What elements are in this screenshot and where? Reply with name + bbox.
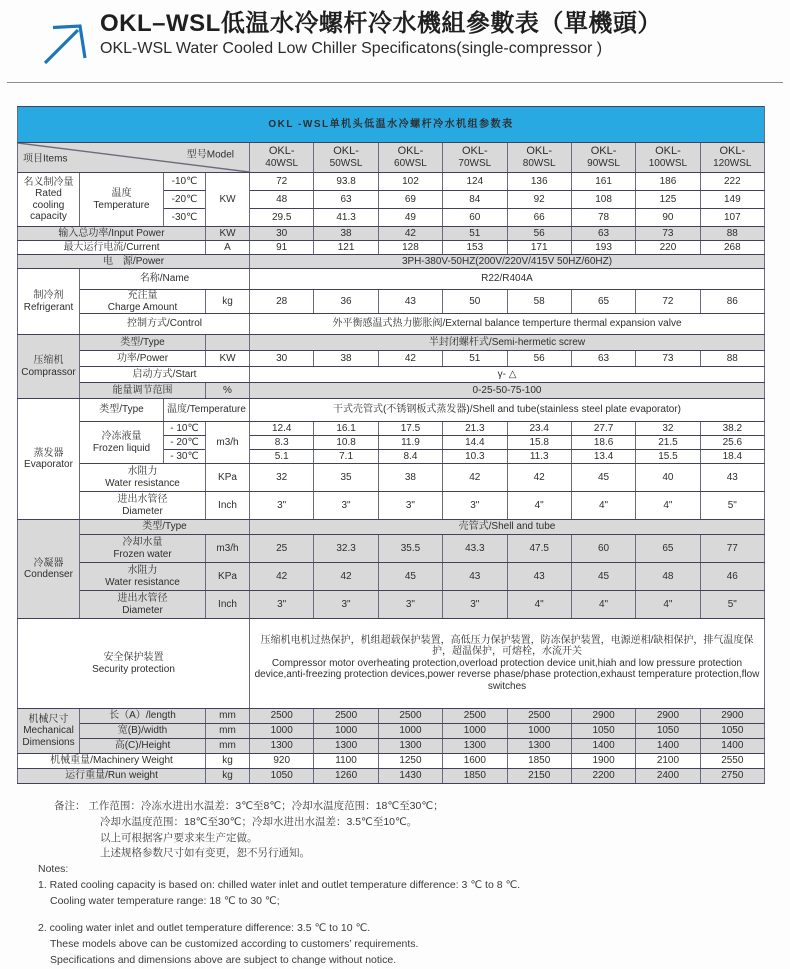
row-label: 冷却水量 Frozen water — [80, 535, 206, 563]
value-cell: 1400 — [571, 739, 635, 754]
value-cell: 42 — [507, 464, 571, 492]
unit-cell: % — [206, 383, 250, 399]
row-cooling-water — [18, 535, 765, 563]
value-cell: 18.6 — [571, 436, 635, 450]
unit-cell: Inch — [206, 591, 250, 619]
value-cell: 32 — [636, 422, 700, 436]
value-cell: 1000 — [314, 724, 378, 739]
model-header: OKL- 40WSL — [250, 143, 314, 173]
value-cell: 8.3 — [250, 436, 314, 450]
value-cell: 107 — [700, 209, 764, 227]
value-cell: 161 — [571, 173, 635, 191]
row-height — [18, 739, 765, 754]
value-cell: 72 — [250, 173, 314, 191]
value-cell: 2750 — [700, 769, 764, 784]
row-frozen-liquid-neg10 — [18, 422, 765, 436]
temp-cell: -10℃ — [164, 173, 206, 191]
temp-cell: - 30℃ — [164, 450, 206, 464]
value-cell: 1000 — [443, 724, 507, 739]
unit-cell: KW — [206, 351, 250, 367]
value-cell: 10.8 — [314, 436, 378, 450]
merged-value: 干式壳管式(不锈钢板式蒸发器)/Shell and tube(stainless steel plate evaporator) — [250, 399, 765, 422]
value-cell: 48 — [250, 191, 314, 209]
value-cell: 63 — [314, 191, 378, 209]
value-cell: 60 — [443, 209, 507, 227]
value-cell: 56 — [507, 351, 571, 367]
note-line: These models above can be customized according to customers’ requirements. — [50, 938, 419, 950]
value-cell: 2500 — [443, 709, 507, 724]
value-cell: 50 — [443, 290, 507, 314]
row-label: 输入总功率/Input Power — [18, 227, 206, 241]
row-cooling-neg10 — [18, 173, 765, 191]
value-cell: 43 — [507, 563, 571, 591]
spec-table — [17, 106, 765, 784]
note-spacer — [38, 909, 738, 921]
value-cell: 124 — [443, 173, 507, 191]
value-cell: 35.5 — [378, 535, 442, 563]
value-cell: 5" — [700, 492, 764, 520]
row-energy-range — [18, 383, 765, 399]
value-cell: 51 — [443, 351, 507, 367]
row-evap-diameter — [18, 492, 765, 520]
row-label: 安全保护装置 Security protection — [18, 619, 250, 709]
temp-cell: -20℃ — [164, 191, 206, 209]
row-label: 类型/Type — [80, 520, 250, 535]
unit-cell: KPa — [206, 563, 250, 591]
value-cell: 42 — [250, 563, 314, 591]
value-cell: 4" — [636, 492, 700, 520]
arrow-logo-icon — [40, 8, 92, 73]
value-cell: 3" — [250, 492, 314, 520]
unit-cell: Inch — [206, 492, 250, 520]
value-cell: 42 — [443, 464, 507, 492]
value-cell: 1300 — [507, 739, 571, 754]
value-cell: 88 — [700, 227, 764, 241]
value-cell: 4" — [507, 591, 571, 619]
value-cell: 14.4 — [443, 436, 507, 450]
value-cell: 84 — [443, 191, 507, 209]
value-cell: 63 — [571, 351, 635, 367]
row-label: 名称/Name — [80, 269, 250, 290]
value-cell: 4" — [571, 591, 635, 619]
value-cell: 1050 — [636, 724, 700, 739]
row-label: 进出水管径 Diameter — [80, 492, 206, 520]
value-cell: 42 — [378, 351, 442, 367]
unit-cell: kg — [206, 754, 250, 769]
value-cell: 21.5 — [636, 436, 700, 450]
note-line: 冷却水温度范围：18℃至30℃；冷却水进出水温差：3.5℃至10℃。 — [100, 815, 418, 828]
value-cell: 2400 — [636, 769, 700, 784]
row-compressor-power — [18, 351, 765, 367]
model-header: OKL- 90WSL — [571, 143, 635, 173]
temp-cell: - 10℃ — [164, 422, 206, 436]
value-cell: 78 — [571, 209, 635, 227]
value-cell: 27.7 — [571, 422, 635, 436]
model-header: OKL- 100WSL — [636, 143, 700, 173]
model-header: OKL- 120WSL — [700, 143, 764, 173]
value-cell: 1000 — [250, 724, 314, 739]
security-text — [250, 619, 765, 709]
value-cell: 4" — [571, 492, 635, 520]
row-label: 水阻力 Water resistance — [80, 464, 206, 492]
value-cell: 8.4 — [378, 450, 442, 464]
value-cell: 15.8 — [507, 436, 571, 450]
value-cell: 21.3 — [443, 422, 507, 436]
merged-value: 0-25-50-75-100 — [250, 383, 765, 399]
section-label-refrigerant: 制冷剂 Refrigerant — [18, 269, 80, 335]
row-label: 温度/Temperature — [164, 399, 250, 422]
model-header: OKL- 60WSL — [378, 143, 442, 173]
value-cell: 1050 — [250, 769, 314, 784]
value-cell: 920 — [250, 754, 314, 769]
row-evaporator-type — [18, 399, 765, 422]
value-cell: 3" — [443, 492, 507, 520]
row-input-power — [18, 227, 765, 241]
notes-section — [38, 799, 738, 969]
label-temperature: 温度 Temperature — [80, 173, 164, 227]
value-cell: 1900 — [571, 754, 635, 769]
value-cell: 48 — [636, 563, 700, 591]
value-cell: 171 — [507, 241, 571, 255]
value-cell: 45 — [571, 563, 635, 591]
value-cell: 35 — [314, 464, 378, 492]
value-cell: 16.1 — [314, 422, 378, 436]
section-label-dimensions: 机械尺寸 Mechanical Dimensions — [18, 709, 80, 754]
note-line: Cooling water temperature range: 18 ℃ to 30 ℃; — [50, 894, 280, 907]
row-label: 冷冻液量 Frozen liquid — [80, 422, 164, 464]
value-cell: 3" — [314, 492, 378, 520]
value-cell: 45 — [571, 464, 635, 492]
value-cell: 2100 — [636, 754, 700, 769]
page-subtitle: OKL-WSL Water Cooled Low Chiller Specificatons(single-compressor ) — [100, 40, 603, 58]
value-cell: 43 — [700, 464, 764, 492]
value-cell: 38 — [314, 227, 378, 241]
value-cell: 32 — [250, 464, 314, 492]
value-cell: 3" — [314, 591, 378, 619]
unit-cell: m3/h — [206, 535, 250, 563]
value-cell: 1430 — [378, 769, 442, 784]
table-banner-title: OKL -WSL单机头低温水冷螺杆冷水机组参数表 — [18, 107, 765, 143]
value-cell: 72 — [636, 290, 700, 314]
unit-cell: mm — [206, 739, 250, 754]
row-refrigerant-name — [18, 269, 765, 290]
value-cell: 186 — [636, 173, 700, 191]
value-cell: 125 — [636, 191, 700, 209]
section-label-condenser: 冷凝器 Condenser — [18, 520, 80, 619]
value-cell: 1050 — [571, 724, 635, 739]
row-compressor-start — [18, 367, 765, 383]
value-cell: 58 — [507, 290, 571, 314]
value-cell: 2900 — [636, 709, 700, 724]
row-label: 长（A）/length — [80, 709, 206, 724]
value-cell: 2200 — [571, 769, 635, 784]
merged-value: 半封闭螺杆式/Semi-hermetic screw — [250, 335, 765, 351]
merged-value: 外平衡感温式热力膨胀阀/External balance temperture thermal expansion valve — [250, 314, 765, 335]
value-cell: 41.3 — [314, 209, 378, 227]
value-cell: 40 — [636, 464, 700, 492]
value-cell: 1600 — [443, 754, 507, 769]
value-cell: 1300 — [443, 739, 507, 754]
row-label: 功率/Power — [80, 351, 206, 367]
row-control — [18, 314, 765, 335]
section-label-evaporator: 蒸发器 Evaporator — [18, 399, 80, 520]
value-cell: 13.4 — [571, 450, 635, 464]
value-cell: 193 — [571, 241, 635, 255]
value-cell: 2150 — [507, 769, 571, 784]
model-header: OKL- 70WSL — [443, 143, 507, 173]
value-cell: 153 — [443, 241, 507, 255]
row-label: 高(C)/Height — [80, 739, 206, 754]
value-cell: 3" — [378, 591, 442, 619]
value-cell: 128 — [378, 241, 442, 255]
page-title: OKL–WSL低温水冷螺杆冷水機組參數表（單機頭） — [100, 10, 662, 37]
value-cell: 2500 — [314, 709, 378, 724]
row-condenser-type — [18, 520, 765, 535]
row-label: 类型/Type — [80, 399, 164, 422]
document-header — [0, 0, 790, 73]
value-cell: 4" — [507, 492, 571, 520]
value-cell: 77 — [700, 535, 764, 563]
value-cell: 1300 — [314, 739, 378, 754]
value-cell: 1000 — [378, 724, 442, 739]
merged-value: R22/R404A — [250, 269, 765, 290]
unit-cell: KPa — [206, 464, 250, 492]
row-compressor-type — [18, 335, 765, 351]
temp-cell: - 20℃ — [164, 436, 206, 450]
header-divider — [7, 82, 783, 83]
value-cell: 1400 — [636, 739, 700, 754]
value-cell: 65 — [636, 535, 700, 563]
value-cell: 38 — [378, 464, 442, 492]
unit-cell: mm — [206, 724, 250, 739]
value-cell: 90 — [636, 209, 700, 227]
model-label: 型号Model — [186, 149, 234, 161]
value-cell: 60 — [571, 535, 635, 563]
value-cell: 17.5 — [378, 422, 442, 436]
value-cell: 1850 — [507, 754, 571, 769]
note-line: 以上可根据客户要求来生产定做。 — [100, 831, 258, 844]
value-cell: 2900 — [571, 709, 635, 724]
value-cell: 1100 — [314, 754, 378, 769]
value-cell: 91 — [250, 241, 314, 255]
value-cell: 1000 — [507, 724, 571, 739]
note-line: Notes: — [38, 863, 69, 875]
row-label: 启动方式/Start — [80, 367, 250, 383]
value-cell: 2500 — [250, 709, 314, 724]
value-cell: 4" — [636, 591, 700, 619]
row-evap-water-resistance — [18, 464, 765, 492]
row-label: 充注量 Charge Amount — [80, 290, 206, 314]
value-cell: 32.3 — [314, 535, 378, 563]
unit-cell: kg — [206, 769, 250, 784]
value-cell: 2900 — [700, 709, 764, 724]
value-cell: 11.9 — [378, 436, 442, 450]
row-security-protection — [18, 619, 765, 709]
value-cell: 93.8 — [314, 173, 378, 191]
value-cell: 222 — [700, 173, 764, 191]
value-cell: 121 — [314, 241, 378, 255]
unit-cell: A — [206, 241, 250, 255]
model-header: OKL- 50WSL — [314, 143, 378, 173]
merged-value: 3PH-380V-50HZ(200V/220V/415V 50HZ/60HZ) — [250, 255, 765, 269]
value-cell: 3" — [250, 591, 314, 619]
section-label-cooling: 名义制冷量 Rated cooling capacity — [18, 173, 80, 227]
banner-row — [18, 107, 765, 143]
value-cell: 25 — [250, 535, 314, 563]
unit-cell: m3/h — [206, 422, 250, 464]
value-cell: 38 — [314, 351, 378, 367]
row-label: 进出水管径 Diameter — [80, 591, 206, 619]
title-block — [100, 8, 662, 58]
items-label: 项目Items — [23, 153, 68, 165]
value-cell: 51 — [443, 227, 507, 241]
row-label: 能量调节范围 — [80, 383, 206, 399]
value-cell: 220 — [636, 241, 700, 255]
row-label: 电 源/Power — [18, 255, 250, 269]
row-cond-diameter — [18, 591, 765, 619]
value-cell: 43 — [443, 563, 507, 591]
value-cell: 66 — [507, 209, 571, 227]
value-cell: 29.5 — [250, 209, 314, 227]
unit-cell: mm — [206, 709, 250, 724]
security-text-zh: 压缩机电机过热保护，机组超载保护装置，高低压力保护装置，防冻保护装置，电源逆相/缺相保护，排气温度保护，超温保护，可熔栓，水流开关 — [260, 634, 754, 658]
row-label: 运行重量/Run weight — [18, 769, 206, 784]
value-cell: 1300 — [250, 739, 314, 754]
value-cell: 7.1 — [314, 450, 378, 464]
value-cell: 56 — [507, 227, 571, 241]
row-machinery-weight — [18, 754, 765, 769]
note-line: 1. Rated cooling capacity is based on: chilled water inlet and outlet temperature difference: 3 ℃ to 8 ℃. — [38, 878, 521, 891]
value-cell: 49 — [378, 209, 442, 227]
value-cell: 102 — [378, 173, 442, 191]
value-cell: 136 — [507, 173, 571, 191]
value-cell: 42 — [314, 563, 378, 591]
value-cell: 63 — [571, 227, 635, 241]
row-label: 类型/Type — [80, 335, 206, 351]
temp-cell: -30℃ — [164, 209, 206, 227]
security-text-en: Compressor motor overheating protection,overload protection device unit,hiah and low pressure protection device,anti-freezing protection devices,power reverse phase/phase protection,exhaust temperature protection,flow switches — [254, 657, 760, 692]
value-cell: 18.4 — [700, 450, 764, 464]
section-label-compressor: 压缩机 Comprassor — [18, 335, 80, 399]
value-cell: 73 — [636, 227, 700, 241]
note-line: Specifications and dimensions above are subject to change without notice. — [50, 953, 397, 966]
value-cell: 86 — [700, 290, 764, 314]
value-cell: 108 — [571, 191, 635, 209]
row-run-weight — [18, 769, 765, 784]
note-line: 2. cooling water inlet and outlet temperature difference: 3.5 ℃ to 10 ℃. — [38, 922, 371, 935]
value-cell: 45 — [378, 563, 442, 591]
unit-cell: KW — [206, 173, 250, 227]
value-cell: 3" — [378, 492, 442, 520]
value-cell: 47.5 — [507, 535, 571, 563]
value-cell: 1260 — [314, 769, 378, 784]
value-cell: 12.4 — [250, 422, 314, 436]
value-cell: 38.2 — [700, 422, 764, 436]
merged-value: 壳管式/Shell and tube — [250, 520, 765, 535]
value-cell: 1850 — [443, 769, 507, 784]
value-cell: 2500 — [378, 709, 442, 724]
value-cell: 46 — [700, 563, 764, 591]
corner-cell — [18, 143, 250, 173]
value-cell: 1050 — [700, 724, 764, 739]
value-cell: 10.3 — [443, 450, 507, 464]
value-cell: 30 — [250, 351, 314, 367]
model-header-row — [18, 143, 765, 173]
row-label: 控制方式/Control — [80, 314, 250, 335]
value-cell: 69 — [378, 191, 442, 209]
value-cell: 1250 — [378, 754, 442, 769]
value-cell: 23.4 — [507, 422, 571, 436]
value-cell: 5.1 — [250, 450, 314, 464]
value-cell: 42 — [378, 227, 442, 241]
note-line: 备注： 工作范围：冷冻水进出水温差：3℃至8℃；冷却水温度范围：18℃至30℃； — [54, 800, 444, 812]
value-cell: 25.6 — [700, 436, 764, 450]
value-cell: 2500 — [507, 709, 571, 724]
value-cell: 11.3 — [507, 450, 571, 464]
value-cell: 43.3 — [443, 535, 507, 563]
row-power-supply — [18, 255, 765, 269]
value-cell: 149 — [700, 191, 764, 209]
row-current — [18, 241, 765, 255]
value-cell: 1300 — [378, 739, 442, 754]
row-label: 最大运行电流/Current — [18, 241, 206, 255]
value-cell: 43 — [378, 290, 442, 314]
value-cell: 28 — [250, 290, 314, 314]
unit-cell — [206, 335, 250, 351]
unit-cell: KW — [206, 227, 250, 241]
value-cell: 15.5 — [636, 450, 700, 464]
value-cell: 268 — [700, 241, 764, 255]
row-label: 水阻力 Water resistance — [80, 563, 206, 591]
value-cell: 92 — [507, 191, 571, 209]
row-cond-water-resistance — [18, 563, 765, 591]
model-header: OKL- 80WSL — [507, 143, 571, 173]
value-cell: 1400 — [700, 739, 764, 754]
note-line: 上述规格参数尺寸如有变更，恕不另行通知。 — [100, 847, 310, 860]
row-label: 机械重量/Machinery Weight — [18, 754, 206, 769]
value-cell: 65 — [571, 290, 635, 314]
row-width — [18, 724, 765, 739]
row-length — [18, 709, 765, 724]
value-cell: 2550 — [700, 754, 764, 769]
value-cell: 36 — [314, 290, 378, 314]
value-cell: 3" — [443, 591, 507, 619]
value-cell: 5" — [700, 591, 764, 619]
value-cell: 88 — [700, 351, 764, 367]
merged-value: γ- △ — [250, 367, 765, 383]
value-cell: 30 — [250, 227, 314, 241]
unit-cell: kg — [206, 290, 250, 314]
value-cell: 73 — [636, 351, 700, 367]
row-label: 宽(B)/width — [80, 724, 206, 739]
row-charge-amount — [18, 290, 765, 314]
